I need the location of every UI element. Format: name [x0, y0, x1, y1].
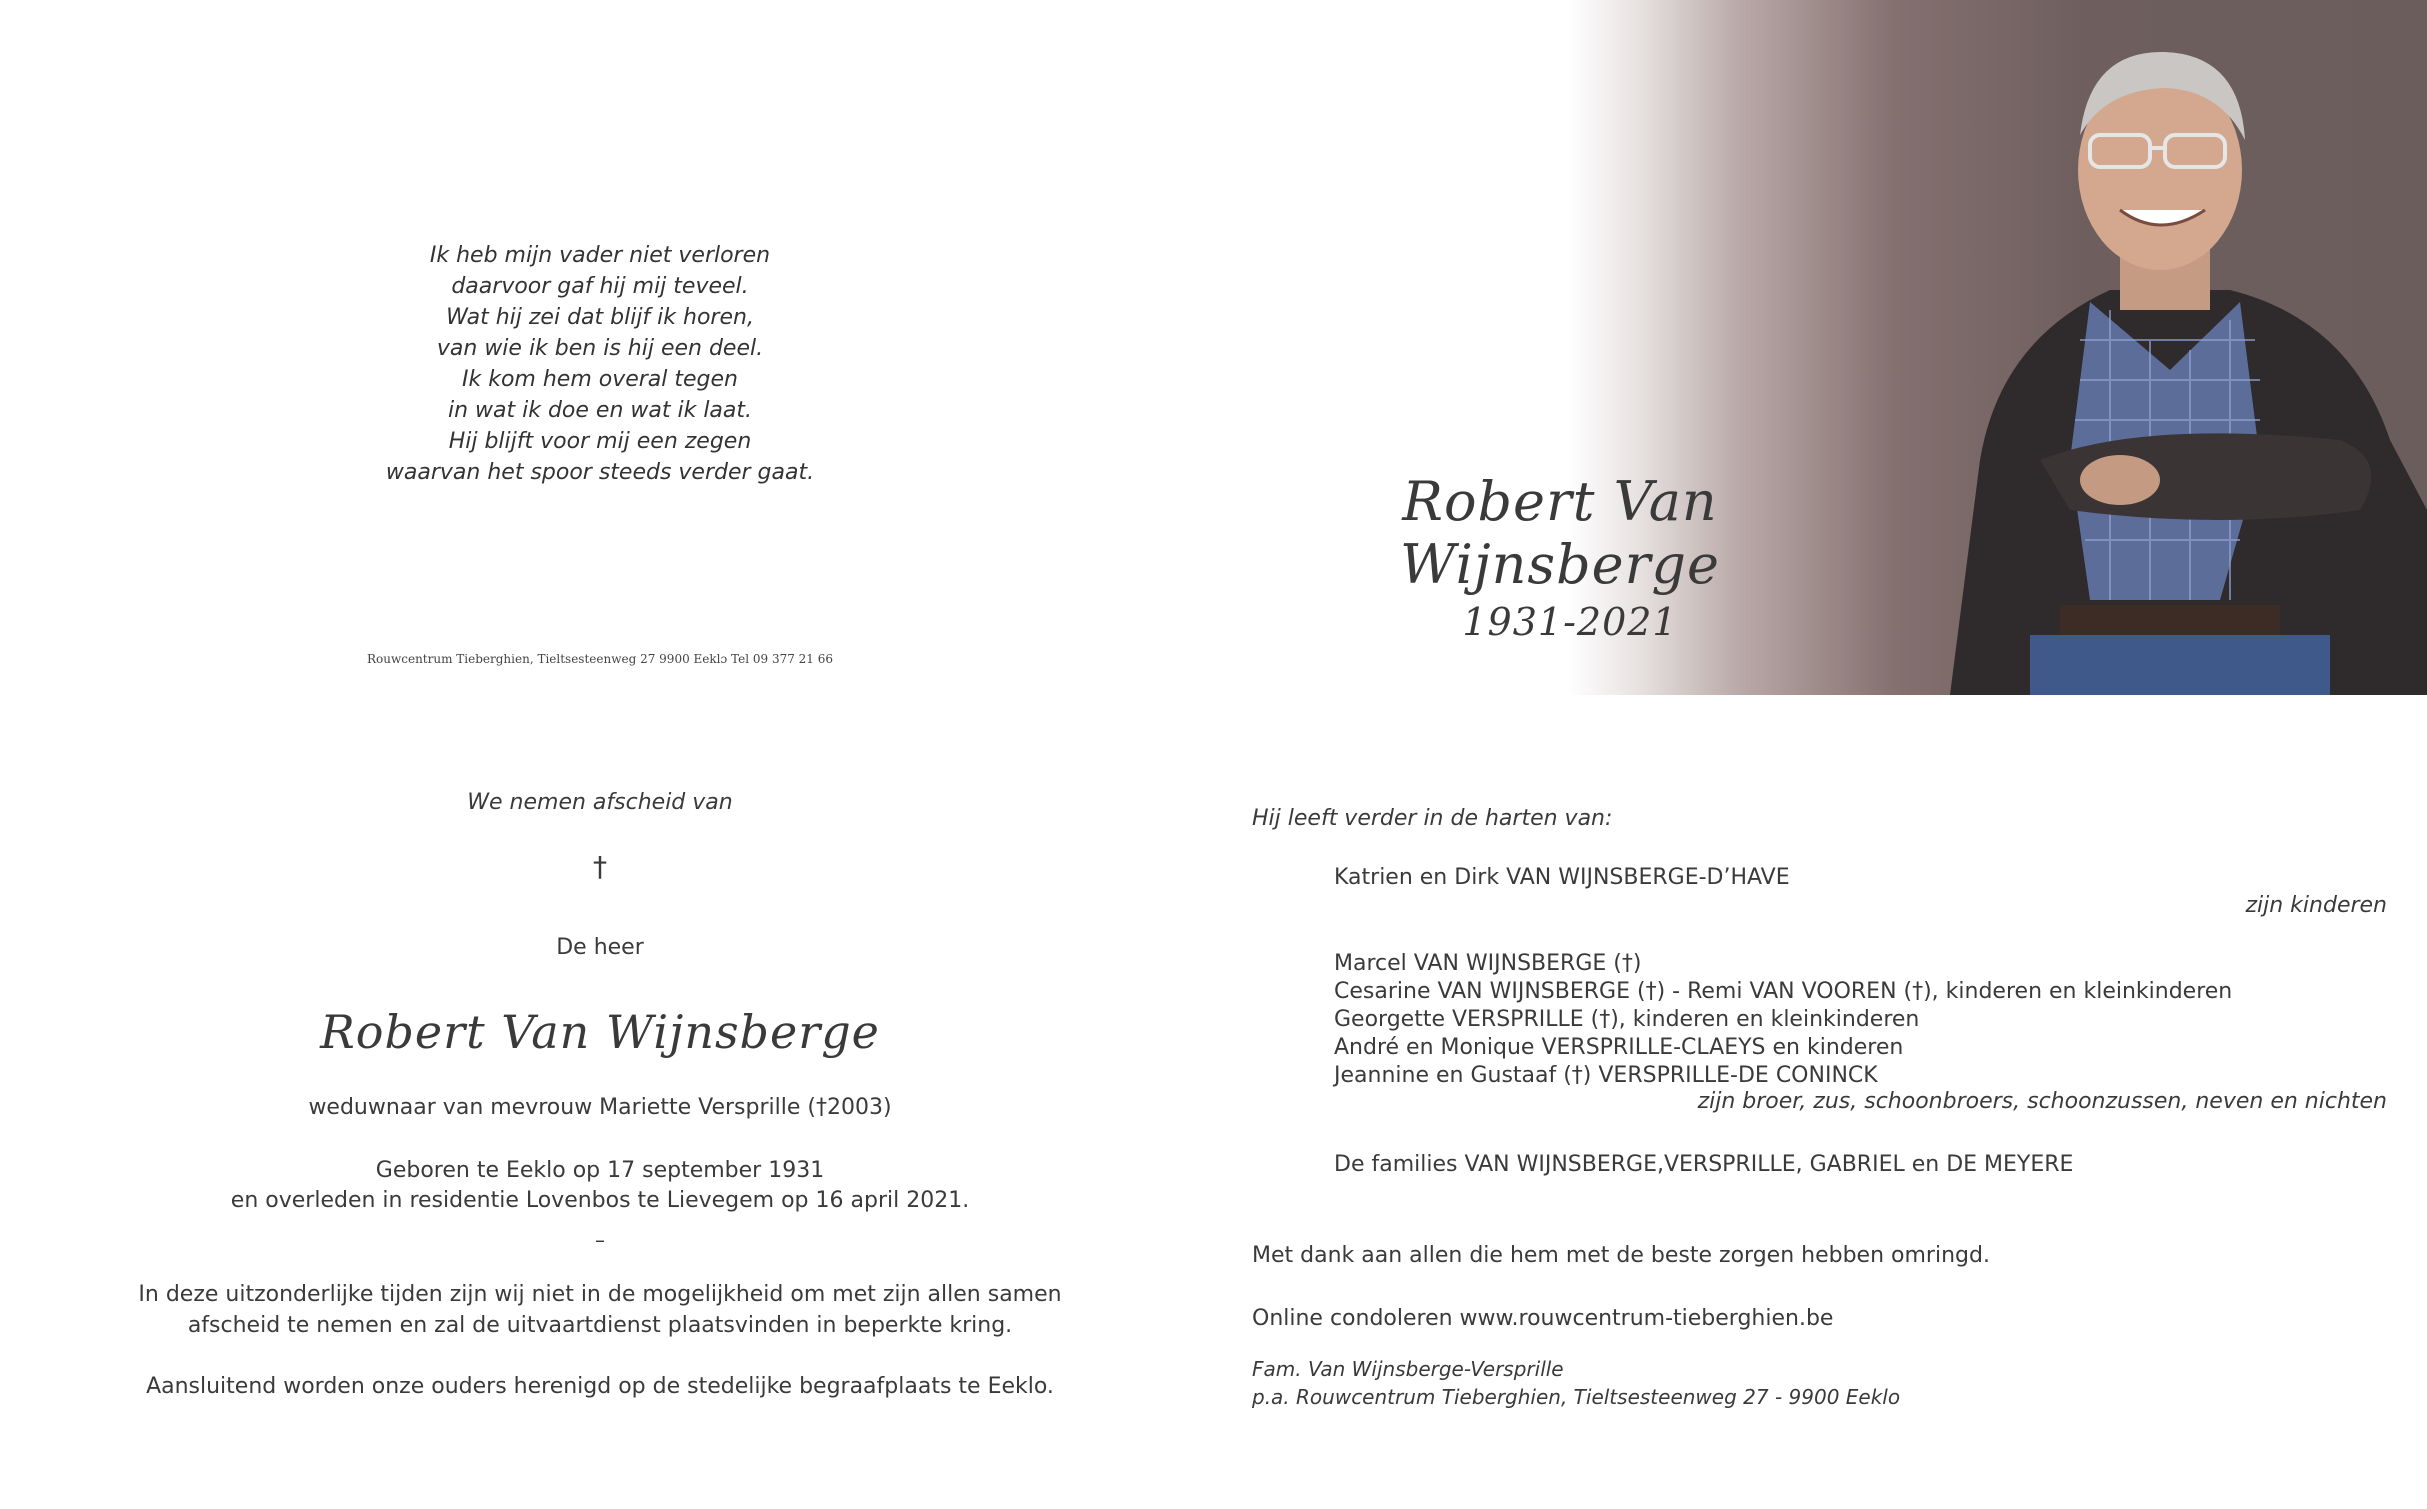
- family-member: Cesarine VAN WIJNSBERGE (†) - Remi VAN VOOREN (†), kinderen en kleinkinderen: [1334, 979, 2233, 1004]
- birth-line: Geboren te Eeklo op 17 september 1931: [375, 1158, 825, 1183]
- deceased-name: Robert Van Wijnsberge: [320, 1005, 880, 1059]
- poem: [300, 240, 900, 488]
- children-role: zijn kinderen: [2245, 893, 2387, 918]
- poem-line: Ik kom hem overal tegen: [462, 367, 738, 392]
- family-member: André en Monique VERSPRILLE-CLAEYS en kinderen: [1334, 1035, 1904, 1060]
- poem-line: waarvan het spoor steeds verder gaat.: [385, 460, 815, 485]
- poem-line: in wat ik doe en wat ik laat.: [447, 398, 753, 423]
- cover-years: 1931-2021: [1462, 600, 1678, 644]
- poem-line: Ik heb mijn vader niet verloren: [429, 243, 771, 268]
- family-member: Georgette VERSPRILLE (†), kinderen en kleinkinderen: [1334, 1007, 1920, 1032]
- siblings-role: zijn broer, zus, schoonbroers, schoonzussen, neven en nichten: [1697, 1089, 2387, 1114]
- widow-line: weduwnaar van mevrouw Mariette Versprille (†2003): [308, 1095, 892, 1120]
- family-member: Jeannine en Gustaaf (†) VERSPRILLE-DE CONINCK: [1334, 1063, 1878, 1088]
- family-member: Marcel VAN WIJNSBERGE (†): [1334, 951, 1642, 976]
- poem-line: Wat hij zei dat blijf ik horen,: [446, 305, 754, 330]
- ceremony-note-line: afscheid te nemen en zal de uitvaartdienst plaatsvinden in beperkte kring.: [187, 1313, 1013, 1338]
- salutation: De heer: [556, 935, 644, 960]
- portrait-photo: [1920, 40, 2427, 695]
- burial-note: Aansluitend worden onze ouders herenigd op de stedelijke begraafplaats te Eeklo.: [146, 1374, 1054, 1399]
- ceremony-note-line: In deze uitzonderlijke tijden zijn wij niet in de mogelijkheid om met zijn allen samen: [138, 1282, 1062, 1307]
- siblings-list: [1334, 950, 2232, 1090]
- signature-address: p.a. Rouwcentrum Tieberghien, Tieltsesteenweg 27 - 9900 Eeklo: [1252, 1385, 1901, 1409]
- farewell-intro: We nemen afscheid van: [467, 790, 733, 815]
- poem-line: Hij blijft voor mij een zegen: [448, 429, 752, 454]
- separator-dash: –: [595, 1228, 605, 1252]
- poem-line: van wie ik ben is hij een deel.: [436, 336, 764, 361]
- thanks-line: Met dank aan allen die hem met de beste zorgen hebben omringd.: [1252, 1243, 1990, 1268]
- family-intro: Hij leeft verder in de harten van:: [1252, 806, 1613, 831]
- online-condolence: Online condoleren www.rouwcentrum-tieberghien.be: [1252, 1306, 1834, 1331]
- signature-family: Fam. Van Wijnsberge-Versprille: [1252, 1357, 1564, 1381]
- death-line: en overleden in residentie Lovenbos te Lievegem op 16 april 2021.: [230, 1188, 970, 1213]
- children-list: [1334, 864, 1790, 892]
- cover-name: Robert Van Wijnsberge: [1400, 470, 1720, 596]
- families-line: De families VAN WIJNSBERGE,VERSPRILLE, GABRIEL en DE MEYERE: [1334, 1152, 2074, 1177]
- poem-line: daarvoor gaf hij mij teveel.: [451, 274, 749, 299]
- funeral-home-imprint: Rouwcentrum Tieberghien, Tieltsesteenweg 27 9900 Eeklɔ Tel 09 377 21 66: [366, 652, 834, 666]
- family-member: Katrien en Dirk VAN WIJNSBERGE-D’HAVE: [1334, 865, 1790, 890]
- cross-icon: †: [593, 850, 607, 883]
